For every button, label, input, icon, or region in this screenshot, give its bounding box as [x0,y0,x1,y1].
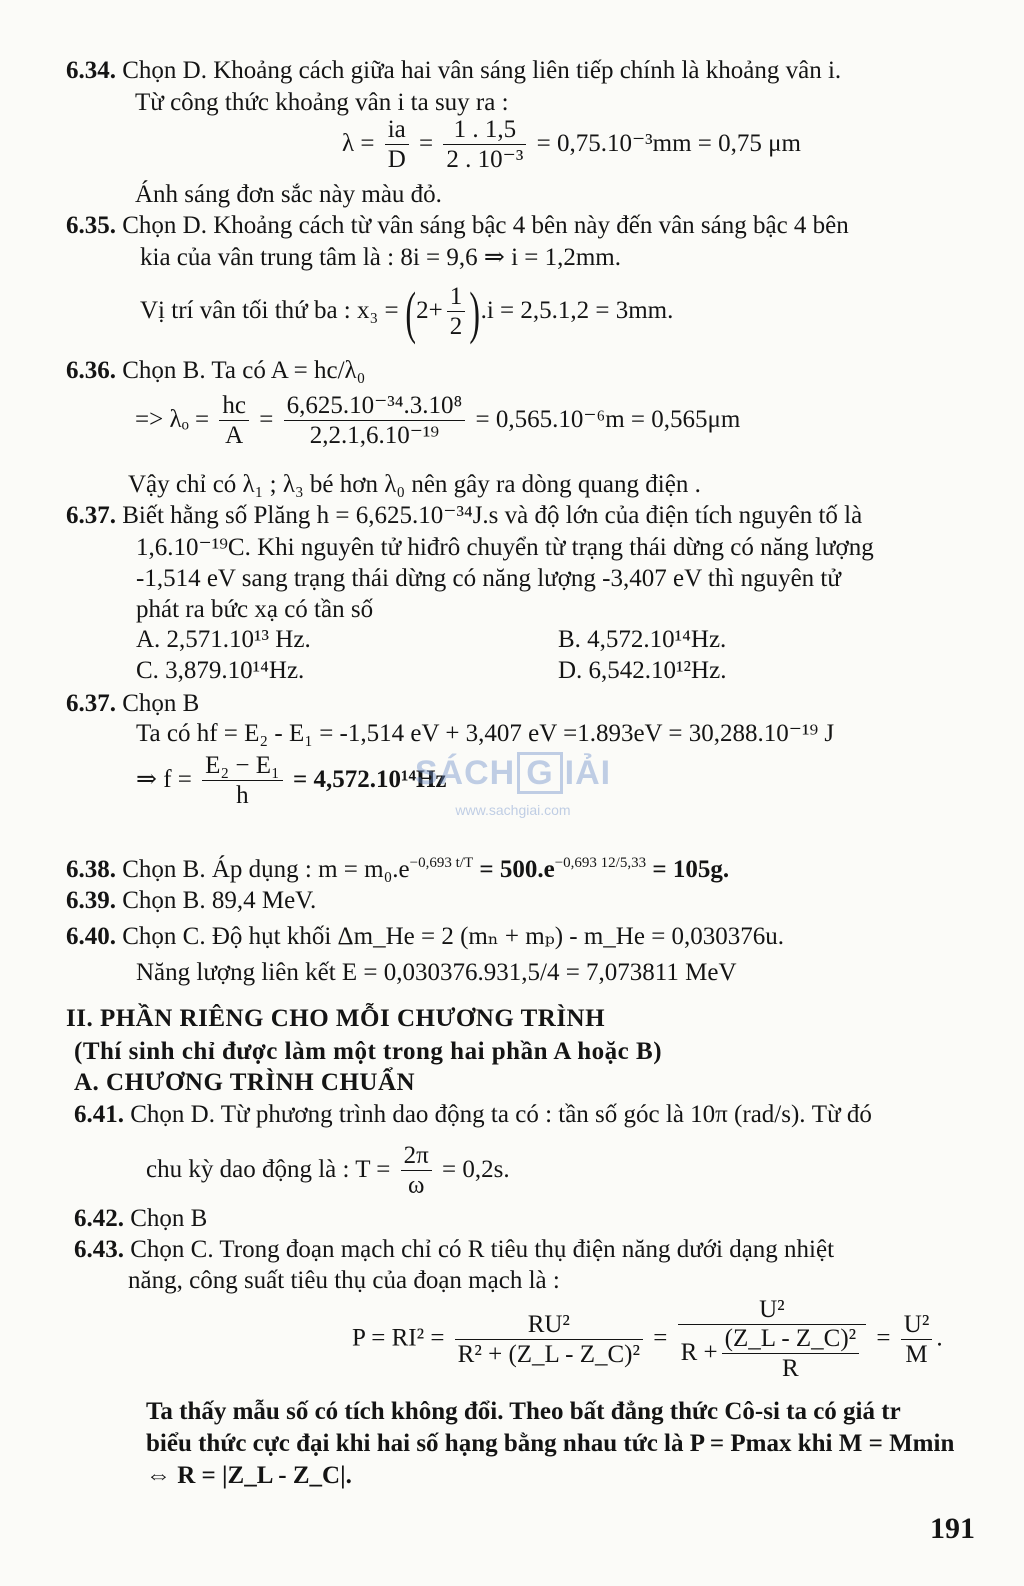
answer-6-36-equation: => λₒ = $\frac{hc}{A}$ = $\frac{\text{6,625.10⁻³⁴.3.10⁸}}{\text{2,2.1,6.10⁻¹⁹}}$ = 0,565.10⁻⁶m = 0,565μm [135,392,741,449]
option-c: C. 3,879.10¹⁴Hz. [136,657,305,684]
watermark-logo: SÁCH G IẢI [414,754,612,792]
answer-6-37-line1: 6.37. Chọn B [66,690,200,717]
answer-6-40-line1: 6.40. Chọn C. Độ hụt khối Δm_He = 2 (mₙ + mₚ) - m_He = 0,030376u. [66,923,785,950]
question-6-37-line1: 6.37. Biết hằng số Plăng h = 6,625.10⁻³⁴J.s và độ lớn của điện tích nguyên tố là [66,502,863,529]
answer-6-40-line2: Năng lượng liên kết E = 0,030376.931,5/4 = 7,073811 MeV [136,959,737,986]
answer-6-43-line5: biểu thức cực đại khi hai số hạng bằng nhau tức là P = Pmax khi M = Mmin [146,1430,955,1457]
answer-6-34-line1: 6.34. Chọn D. Khoảng cách giữa hai vân sáng liên tiếp chính là khoảng vân i. [66,57,842,84]
answer-6-41-equation: chu kỳ dao động là : T = $\frac{2\pi}{\omega}$ = 0,2s. [146,1142,510,1199]
question-6-37-line3: -1,514 eV sang trạng thái dừng có năng lượng -3,407 eV thì nguyên tử [136,565,841,592]
answer-6-39: 6.39. Chọn B. 89,4 MeV. [66,887,317,914]
answer-6-37-equation: ⇒ f = $\frac{\text{E₂ − E₁}}{h}$ = 4,572.10¹⁴Hz [136,752,447,809]
question-6-37-line4: phát ra bức xạ có tần số [136,596,374,623]
answer-6-35-equation: Vị trí vân tối thứ ba : x₃ = (2+ $\frac{1}{2}$ ).i = 2,5.1,2 = 3mm. [140,279,674,345]
watermark [408,752,618,818]
question-6-37-line2: 1,6.10⁻¹⁹C. Khi nguyên tử hiđrô chuyển từ trạng thái dừng có năng lượng [136,534,874,561]
answer-6-36-line1: 6.36. Chọn B. Ta có A = hc/λ₀ [66,357,366,384]
answer-6-43-line6: ⇔ R = |Z_L - Z_C|. [146,1462,352,1489]
answer-6-43-line2: năng, công suất tiêu thụ của đoạn mạch là : [128,1267,560,1294]
answer-6-37-line2: Ta có hf = E₂ - E₁ = -1,514 eV + 3,407 eV =1.893eV = 30,288.10⁻¹⁹ J [136,720,835,747]
answer-6-34-line2: Từ công thức khoảng vân i ta suy ra : [135,89,509,116]
page-number: 191 [930,1512,975,1545]
answer-6-41-line1: 6.41. Chọn D. Từ phương trình dao động ta có : tần số góc là 10π (rad/s). Từ đó [74,1101,872,1128]
section-subheading: (Thí sinh chỉ được làm một trong hai phần A hoặc B) [74,1038,663,1065]
option-b: B. 4,572.10¹⁴Hz. [558,626,727,653]
answer-6-34-line4: Ánh sáng đơn sắc này màu đỏ. [135,181,442,208]
answer-6-34-equation: λ = $\frac{ia}{D}$ = $\frac{1 . 1,5}{\text{2 . 10⁻³}}$ = 0,75.10⁻³mm = 0,75 μm [342,116,801,173]
answer-6-36-line3: Vậy chỉ có λ₁ ; λ₃ bé hơn λ₀ nên gây ra dòng quang điện . [128,471,701,498]
option-d: D. 6,542.10¹²Hz. [558,657,727,684]
answer-6-43-line1: 6.43. Chọn C. Trong đoạn mạch chỉ có R tiêu thụ điện năng dưới dạng nhiệt [74,1236,835,1263]
watermark-url: www.sachgiai.com [455,802,571,818]
section-heading-a: A. CHƯƠNG TRÌNH CHUẨN [74,1069,416,1096]
answer-6-35-line2: kia của vân trung tâm là : 8i = 9,6 ⇒ i = 1,2mm. [140,244,622,271]
answer-6-38: 6.38. Chọn B. Áp dụng : $m = m_0.e^{-0,693 t/T} = 500.e^{-0,693 12/5,33} = 105g$. [66,855,730,883]
answer-6-43-line4: Ta thấy mẫu số có tích không đổi. Theo bất đẳng thức Cô-si ta có giá tr [146,1398,901,1425]
answer-6-42: 6.42. Chọn B [74,1205,208,1232]
section-heading-ii: II. PHẦN RIÊNG CHO MỖI CHƯƠNG TRÌNH [66,1005,606,1032]
option-a: A. 2,571.10¹³ Hz. [136,626,311,653]
answer-6-35-line1: 6.35. Chọn D. Khoảng cách từ vân sáng bậc 4 bên này đến vân sáng bậc 4 bên [66,212,849,239]
answer-6-43-equation: P = RI² = $\frac{\text{RU²}}{\text{R² + (Z\_L - Z\_C)²}}$ = U² R + $\frac{\text{(Z\_L - Z\_C)²}}{R}$ = $\frac{\text{U²}}{M}$ . [352,1296,943,1382]
